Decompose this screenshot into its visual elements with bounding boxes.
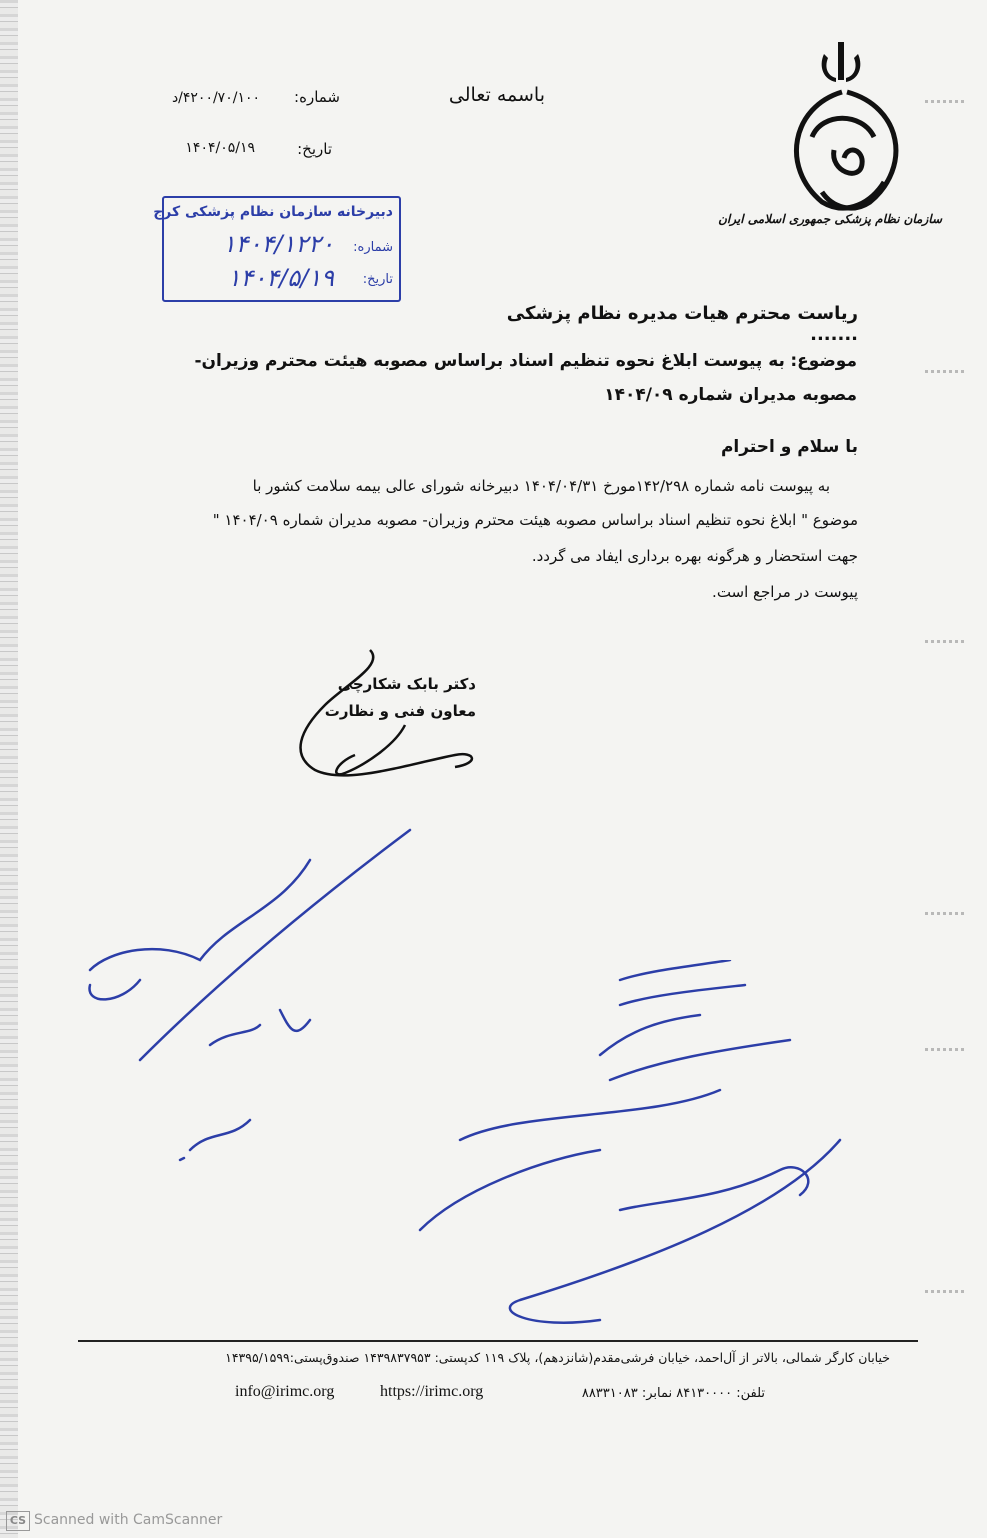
body-line-1: به پیوست نامه شماره ۱۴۲/۲۹۸مورخ ۱۴۰۴/۰۴/۳۱ دبیرخانه شورای عالی بیمه سلامت کشور با (252, 477, 830, 495)
handwritten-annotation-left (80, 820, 440, 1180)
stamp-date-value: ۱۴۰۴/۵/۱۹ (227, 264, 334, 292)
footer-address: خیابان کارگر شمالی، بالاتر از آل‌احمد، خیابان فرشی‌مقدم(شانزدهم)، پلاک ۱۱۹ کدپستی: ۱۴۳۹۸۳۷۹۵۳ صندوق‌پستی:۱۴۳۹۵/۱۵۹۹ (225, 1350, 890, 1365)
signer-title: معاون فنی و نظارت (324, 702, 476, 720)
number-value: ۴۲۰۰/۷۰/۱۰۰/د (171, 90, 260, 106)
stamp-title: دبیرخانه سازمان نظام پزشکی کرج (153, 204, 393, 220)
scan-dots (925, 1048, 965, 1051)
body-line-3: جهت استحضار و هرگونه بهره برداری ایفاد می گردد. (531, 547, 858, 565)
stamp-date-label: تاریخ: (362, 272, 393, 287)
date-label: تاریخ: (297, 140, 332, 158)
org-name: سازمان نظام پزشکی جمهوری اسلامی ایران (718, 212, 942, 226)
scan-dots (925, 1290, 965, 1293)
recipient: ریاست محترم هیات مدیره نظام پزشکی ....... (506, 303, 858, 345)
greeting: با سلام و احترام (720, 437, 858, 457)
footer-divider (78, 1340, 918, 1342)
footer-phone: تلفن: ۸۴۱۳۰۰۰۰ نمابر: ۸۸۳۳۱۰۸۳ (581, 1386, 765, 1401)
handwritten-annotation-right (400, 960, 860, 1330)
footer-website[interactable]: https://irimc.org (380, 1383, 484, 1400)
irimc-emblem-icon (752, 32, 942, 212)
stamp-number-value: ۱۴۰۴/۱۲۲۰ (222, 230, 334, 258)
scanner-text: Scanned with CamScanner (34, 1512, 223, 1528)
subject (135, 344, 857, 412)
body-line-2: موضوع " ابلاغ نحوه تنظیم اسناد براساس مصوبه هیئت محترم وزیران- مصوبه مدیران شماره ۱۴۰۴/۰۹ " (212, 511, 858, 529)
signature-scribble (285, 645, 485, 785)
scanner-badge: CS (6, 1511, 30, 1531)
org-logo (718, 32, 942, 247)
number-label: شماره: (294, 88, 340, 106)
stamp-number-label: شماره: (353, 240, 393, 255)
basmala: باسمه تعالی (448, 84, 545, 106)
scan-dots (925, 640, 965, 643)
registry-stamp (153, 196, 401, 302)
body-line-4: پیوست در مراجع است. (712, 583, 858, 601)
subject-text: به پیوست ابلاغ نحوه تنظیم اسناد براساس مصوبه هیئت محترم وزیران- مصوبه مدیران شماره ۱۴۰۴/۰۹ (194, 351, 857, 405)
footer-email[interactable]: info@irimc.org (235, 1383, 335, 1400)
date-value: ۱۴۰۴/۰۵/۱۹ (185, 140, 255, 156)
scan-edge (0, 0, 18, 1538)
scan-dots (925, 912, 965, 915)
subject-label: موضوع: (790, 351, 857, 371)
scan-dots (925, 370, 965, 373)
signer-name: دکتر بابک شکارچی (337, 675, 476, 693)
